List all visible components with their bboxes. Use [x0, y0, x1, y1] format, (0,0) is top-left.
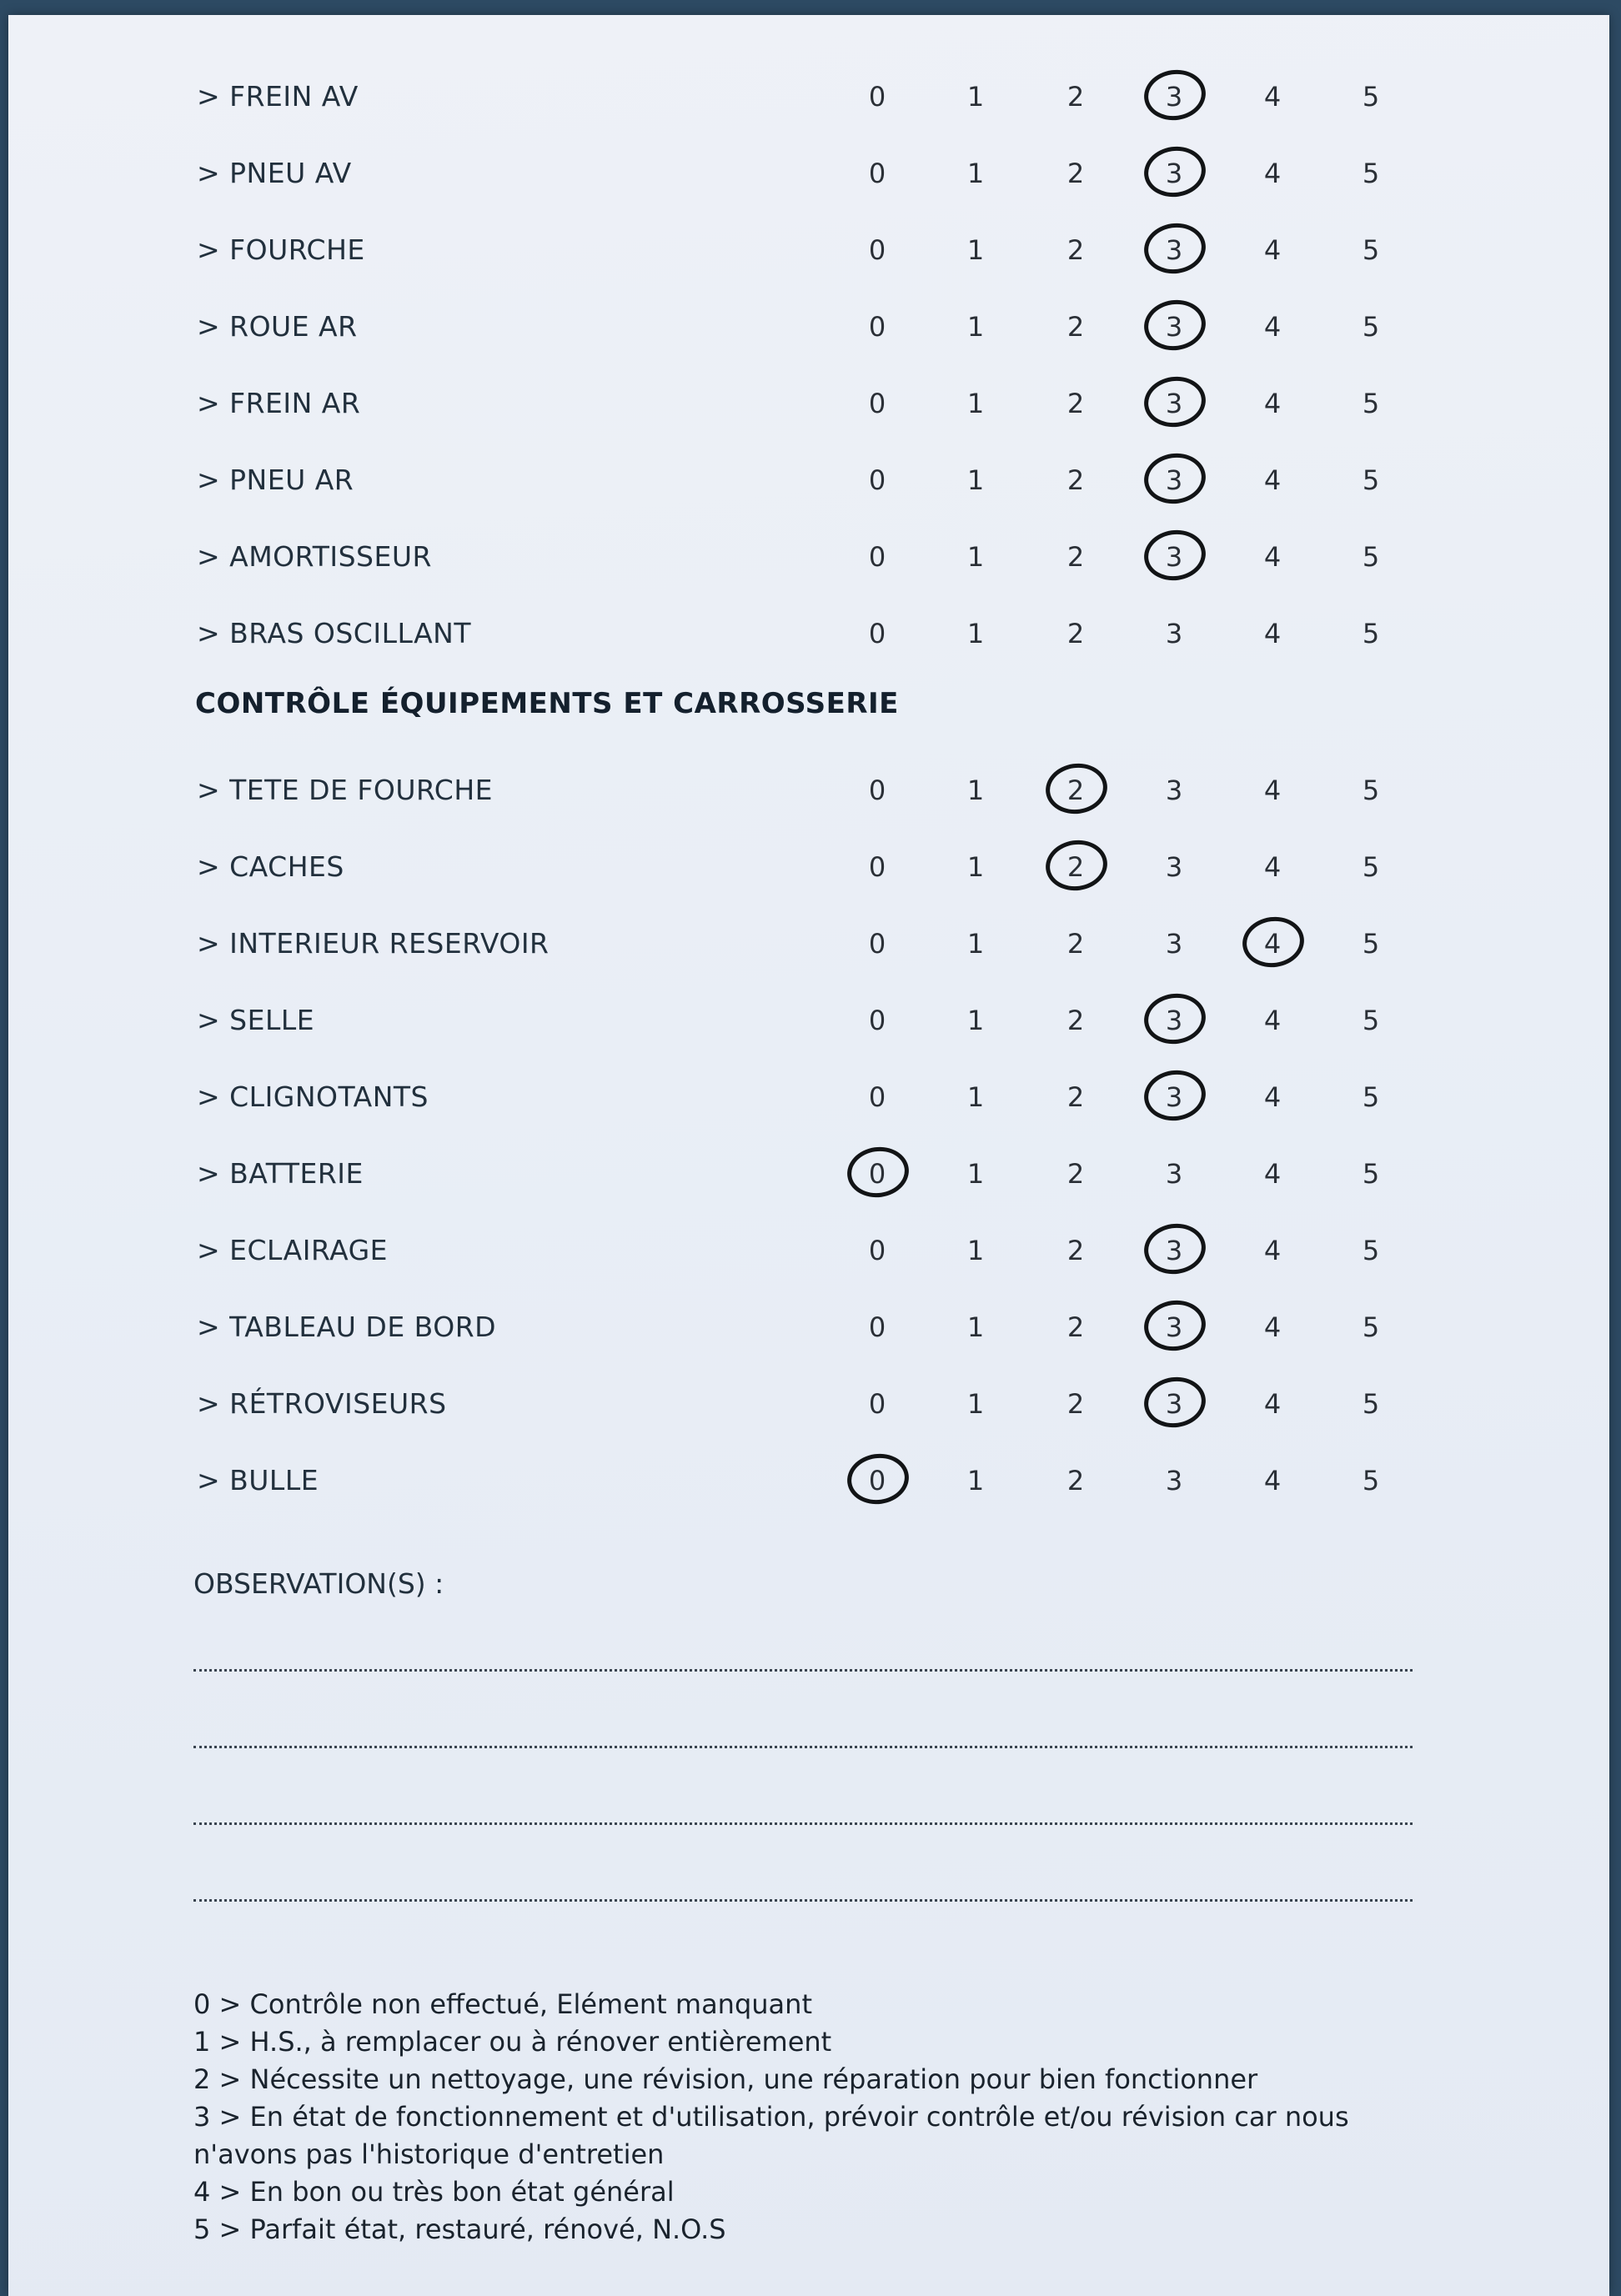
- score-option[interactable]: 4: [1263, 388, 1282, 419]
- checklist-row: [0, 1302, 1621, 1352]
- row-label: > PNEU AR: [197, 464, 354, 496]
- score-option[interactable]: 5: [1362, 1081, 1380, 1113]
- checklist-row: [0, 1149, 1621, 1199]
- checklist-row: [0, 1456, 1621, 1506]
- checklist-row: [0, 378, 1621, 429]
- score-option[interactable]: 2: [1066, 1311, 1085, 1343]
- score-option[interactable]: 4: [1263, 618, 1282, 649]
- score-option[interactable]: 0: [868, 1235, 886, 1266]
- observation-line: [193, 1822, 1413, 1825]
- score-option[interactable]: 5: [1362, 775, 1380, 806]
- row-label: > TABLEAU DE BORD: [197, 1311, 497, 1343]
- score-option[interactable]: 2: [1066, 618, 1085, 649]
- row-label: > BULLE: [197, 1464, 319, 1496]
- score-option[interactable]: 4: [1263, 1005, 1282, 1036]
- score-option[interactable]: 2: [1066, 541, 1085, 573]
- row-label: > FOURCHE: [197, 233, 365, 266]
- score-option[interactable]: 2: [1066, 311, 1085, 343]
- score-option[interactable]: 1: [966, 234, 985, 266]
- checklist-row: [0, 148, 1621, 198]
- score-option[interactable]: 1: [966, 1158, 985, 1190]
- score-option[interactable]: 0: [868, 1005, 886, 1036]
- row-label: > RÉTROVISEURS: [197, 1387, 447, 1420]
- checklist-row: [0, 455, 1621, 505]
- checklist-row: [0, 302, 1621, 352]
- score-option[interactable]: 0: [868, 928, 886, 960]
- checklist-row: [0, 609, 1621, 659]
- score-option-selected[interactable]: 3: [1149, 225, 1199, 275]
- score-option[interactable]: 4: [1263, 1081, 1282, 1113]
- score-option[interactable]: 2: [1066, 1081, 1085, 1113]
- score-option[interactable]: 2: [1066, 1235, 1085, 1266]
- score-option[interactable]: 5: [1362, 464, 1380, 496]
- score-option[interactable]: 2: [1066, 81, 1085, 113]
- score-option[interactable]: 1: [966, 81, 985, 113]
- score-option-selected[interactable]: 2: [1051, 842, 1101, 892]
- score-option[interactable]: 1: [966, 464, 985, 496]
- checklist-row: [0, 1379, 1621, 1429]
- score-option[interactable]: 1: [966, 1388, 985, 1420]
- score-option[interactable]: 1: [966, 775, 985, 806]
- score-option[interactable]: 5: [1362, 81, 1380, 113]
- observation-line: [193, 1746, 1413, 1748]
- observation-line: [193, 1899, 1413, 1902]
- section-title: CONTRÔLE ÉQUIPEMENTS ET CARROSSERIE: [195, 687, 899, 720]
- score-option[interactable]: 0: [868, 541, 886, 573]
- score-option[interactable]: 1: [966, 1465, 985, 1496]
- observations-label: OBSERVATION(S) :: [193, 1567, 444, 1600]
- score-option[interactable]: 0: [868, 618, 886, 649]
- score-option[interactable]: 0: [868, 851, 886, 883]
- score-option[interactable]: 2: [1066, 1388, 1085, 1420]
- checklist-row: [0, 1072, 1621, 1122]
- score-option[interactable]: 3: [1165, 1158, 1183, 1190]
- score-option[interactable]: 0: [868, 81, 886, 113]
- legend-item: 2 > Nécessite un nettoyage, une révision, une réparation pour bien fonctionner: [193, 2063, 1258, 2095]
- score-option[interactable]: 4: [1263, 775, 1282, 806]
- row-label: > ECLAIRAGE: [197, 1234, 388, 1266]
- score-option[interactable]: 2: [1066, 1465, 1085, 1496]
- row-label: > ROUE AR: [197, 310, 358, 343]
- score-option[interactable]: 5: [1362, 388, 1380, 419]
- row-label: > CLIGNOTANTS: [197, 1080, 429, 1113]
- score-option[interactable]: 2: [1066, 234, 1085, 266]
- score-option-selected[interactable]: 3: [1149, 72, 1199, 122]
- score-option-selected[interactable]: 3: [1149, 148, 1199, 198]
- score-option[interactable]: 4: [1263, 1388, 1282, 1420]
- score-option[interactable]: 4: [1263, 541, 1282, 573]
- checklist-row: [0, 919, 1621, 969]
- score-option-selected[interactable]: 2: [1051, 765, 1101, 815]
- score-option[interactable]: 5: [1362, 928, 1380, 960]
- score-option-selected[interactable]: 3: [1149, 1302, 1199, 1352]
- checklist-row: [0, 72, 1621, 122]
- score-option[interactable]: 4: [1263, 234, 1282, 266]
- score-option[interactable]: 4: [1263, 1311, 1282, 1343]
- score-option-selected[interactable]: 3: [1149, 1379, 1199, 1429]
- score-option[interactable]: 1: [966, 158, 985, 189]
- score-option[interactable]: 3: [1165, 928, 1183, 960]
- row-label: > FREIN AV: [197, 80, 359, 113]
- score-option[interactable]: 1: [966, 1081, 985, 1113]
- legend-item: 1 > H.S., à remplacer ou à rénover entièrement: [193, 2026, 832, 2058]
- score-option[interactable]: 5: [1362, 1005, 1380, 1036]
- score-option-selected[interactable]: 3: [1149, 1226, 1199, 1276]
- score-option[interactable]: 1: [966, 388, 985, 419]
- score-option[interactable]: 5: [1362, 311, 1380, 343]
- score-option[interactable]: 5: [1362, 541, 1380, 573]
- score-option[interactable]: 5: [1362, 618, 1380, 649]
- checklist-row: [0, 1226, 1621, 1276]
- row-label: > TETE DE FOURCHE: [197, 774, 493, 806]
- row-label: > AMORTISSEUR: [197, 540, 432, 573]
- score-option[interactable]: 1: [966, 928, 985, 960]
- score-option[interactable]: 0: [868, 311, 886, 343]
- legend-item: 5 > Parfait état, restauré, rénové, N.O.S: [193, 2213, 726, 2245]
- score-option[interactable]: 5: [1362, 1465, 1380, 1496]
- score-option[interactable]: 2: [1066, 1158, 1085, 1190]
- score-option[interactable]: 3: [1165, 775, 1183, 806]
- score-option-selected[interactable]: 3: [1149, 302, 1199, 352]
- score-option[interactable]: 0: [868, 158, 886, 189]
- score-option-selected[interactable]: 3: [1149, 995, 1199, 1045]
- score-option[interactable]: 5: [1362, 158, 1380, 189]
- checklist-row: [0, 995, 1621, 1045]
- score-option[interactable]: 4: [1263, 1465, 1282, 1496]
- row-label: > BRAS OSCILLANT: [197, 617, 472, 649]
- score-option[interactable]: 4: [1263, 464, 1282, 496]
- score-option[interactable]: 2: [1066, 464, 1085, 496]
- score-option[interactable]: 5: [1362, 1235, 1380, 1266]
- score-option[interactable]: 3: [1165, 618, 1183, 649]
- score-option-selected[interactable]: 3: [1149, 1072, 1199, 1122]
- checklist-row: [0, 532, 1621, 582]
- score-option[interactable]: 5: [1362, 234, 1380, 266]
- legend-item: 4 > En bon ou très bon état général: [193, 2176, 675, 2208]
- score-option[interactable]: 5: [1362, 1311, 1380, 1343]
- score-option[interactable]: 5: [1362, 851, 1380, 883]
- score-option[interactable]: 1: [966, 1235, 985, 1266]
- score-option[interactable]: 4: [1263, 1158, 1282, 1190]
- score-option[interactable]: 0: [868, 1311, 886, 1343]
- checklist-row: [0, 765, 1621, 815]
- score-option[interactable]: 0: [868, 775, 886, 806]
- row-label: > SELLE: [197, 1004, 315, 1036]
- checklist-row: [0, 842, 1621, 892]
- score-option[interactable]: 1: [966, 851, 985, 883]
- score-option[interactable]: 5: [1362, 1388, 1380, 1420]
- score-option[interactable]: 4: [1263, 851, 1282, 883]
- observation-line: [193, 1669, 1413, 1672]
- score-option[interactable]: 3: [1165, 1465, 1183, 1496]
- score-option[interactable]: 2: [1066, 158, 1085, 189]
- score-option[interactable]: 1: [966, 618, 985, 649]
- score-option[interactable]: 0: [868, 388, 886, 419]
- score-option-selected[interactable]: 0: [852, 1149, 902, 1199]
- score-option[interactable]: 1: [966, 311, 985, 343]
- score-option[interactable]: 1: [966, 1005, 985, 1036]
- checklist-row: [0, 225, 1621, 275]
- score-option[interactable]: 0: [868, 464, 886, 496]
- score-option-selected[interactable]: 4: [1247, 919, 1297, 969]
- score-option[interactable]: 2: [1066, 388, 1085, 419]
- score-option[interactable]: 4: [1263, 158, 1282, 189]
- score-option[interactable]: 2: [1066, 928, 1085, 960]
- row-label: > INTERIEUR RESERVOIR: [197, 927, 550, 960]
- score-option-selected[interactable]: 3: [1149, 378, 1199, 429]
- score-option-selected[interactable]: 3: [1149, 532, 1199, 582]
- legend-item: 0 > Contrôle non effectué, Elément manquant: [193, 1988, 812, 2020]
- score-option-selected[interactable]: 3: [1149, 455, 1199, 505]
- score-option[interactable]: 4: [1263, 1235, 1282, 1266]
- row-label: > PNEU AV: [197, 157, 352, 189]
- score-option[interactable]: 3: [1165, 851, 1183, 883]
- row-label: > CACHES: [197, 850, 344, 883]
- score-option[interactable]: 0: [868, 234, 886, 266]
- score-option[interactable]: 0: [868, 1388, 886, 1420]
- row-label: > FREIN AR: [197, 387, 361, 419]
- legend-item: 3 > En état de fonctionnement et d'utilisation, prévoir contrôle et/ou révision car nous n'avons pas l'historique d'entretien: [193, 2101, 1349, 2170]
- score-option-selected[interactable]: 0: [852, 1456, 902, 1506]
- rating-legend: [193, 1986, 1394, 2248]
- score-option[interactable]: 4: [1263, 311, 1282, 343]
- score-option[interactable]: 1: [966, 1311, 985, 1343]
- row-label: > BATTERIE: [197, 1157, 364, 1190]
- score-option[interactable]: 5: [1362, 1158, 1380, 1190]
- score-option[interactable]: 0: [868, 1081, 886, 1113]
- score-option[interactable]: 1: [966, 541, 985, 573]
- score-option[interactable]: 2: [1066, 1005, 1085, 1036]
- score-option[interactable]: 4: [1263, 81, 1282, 113]
